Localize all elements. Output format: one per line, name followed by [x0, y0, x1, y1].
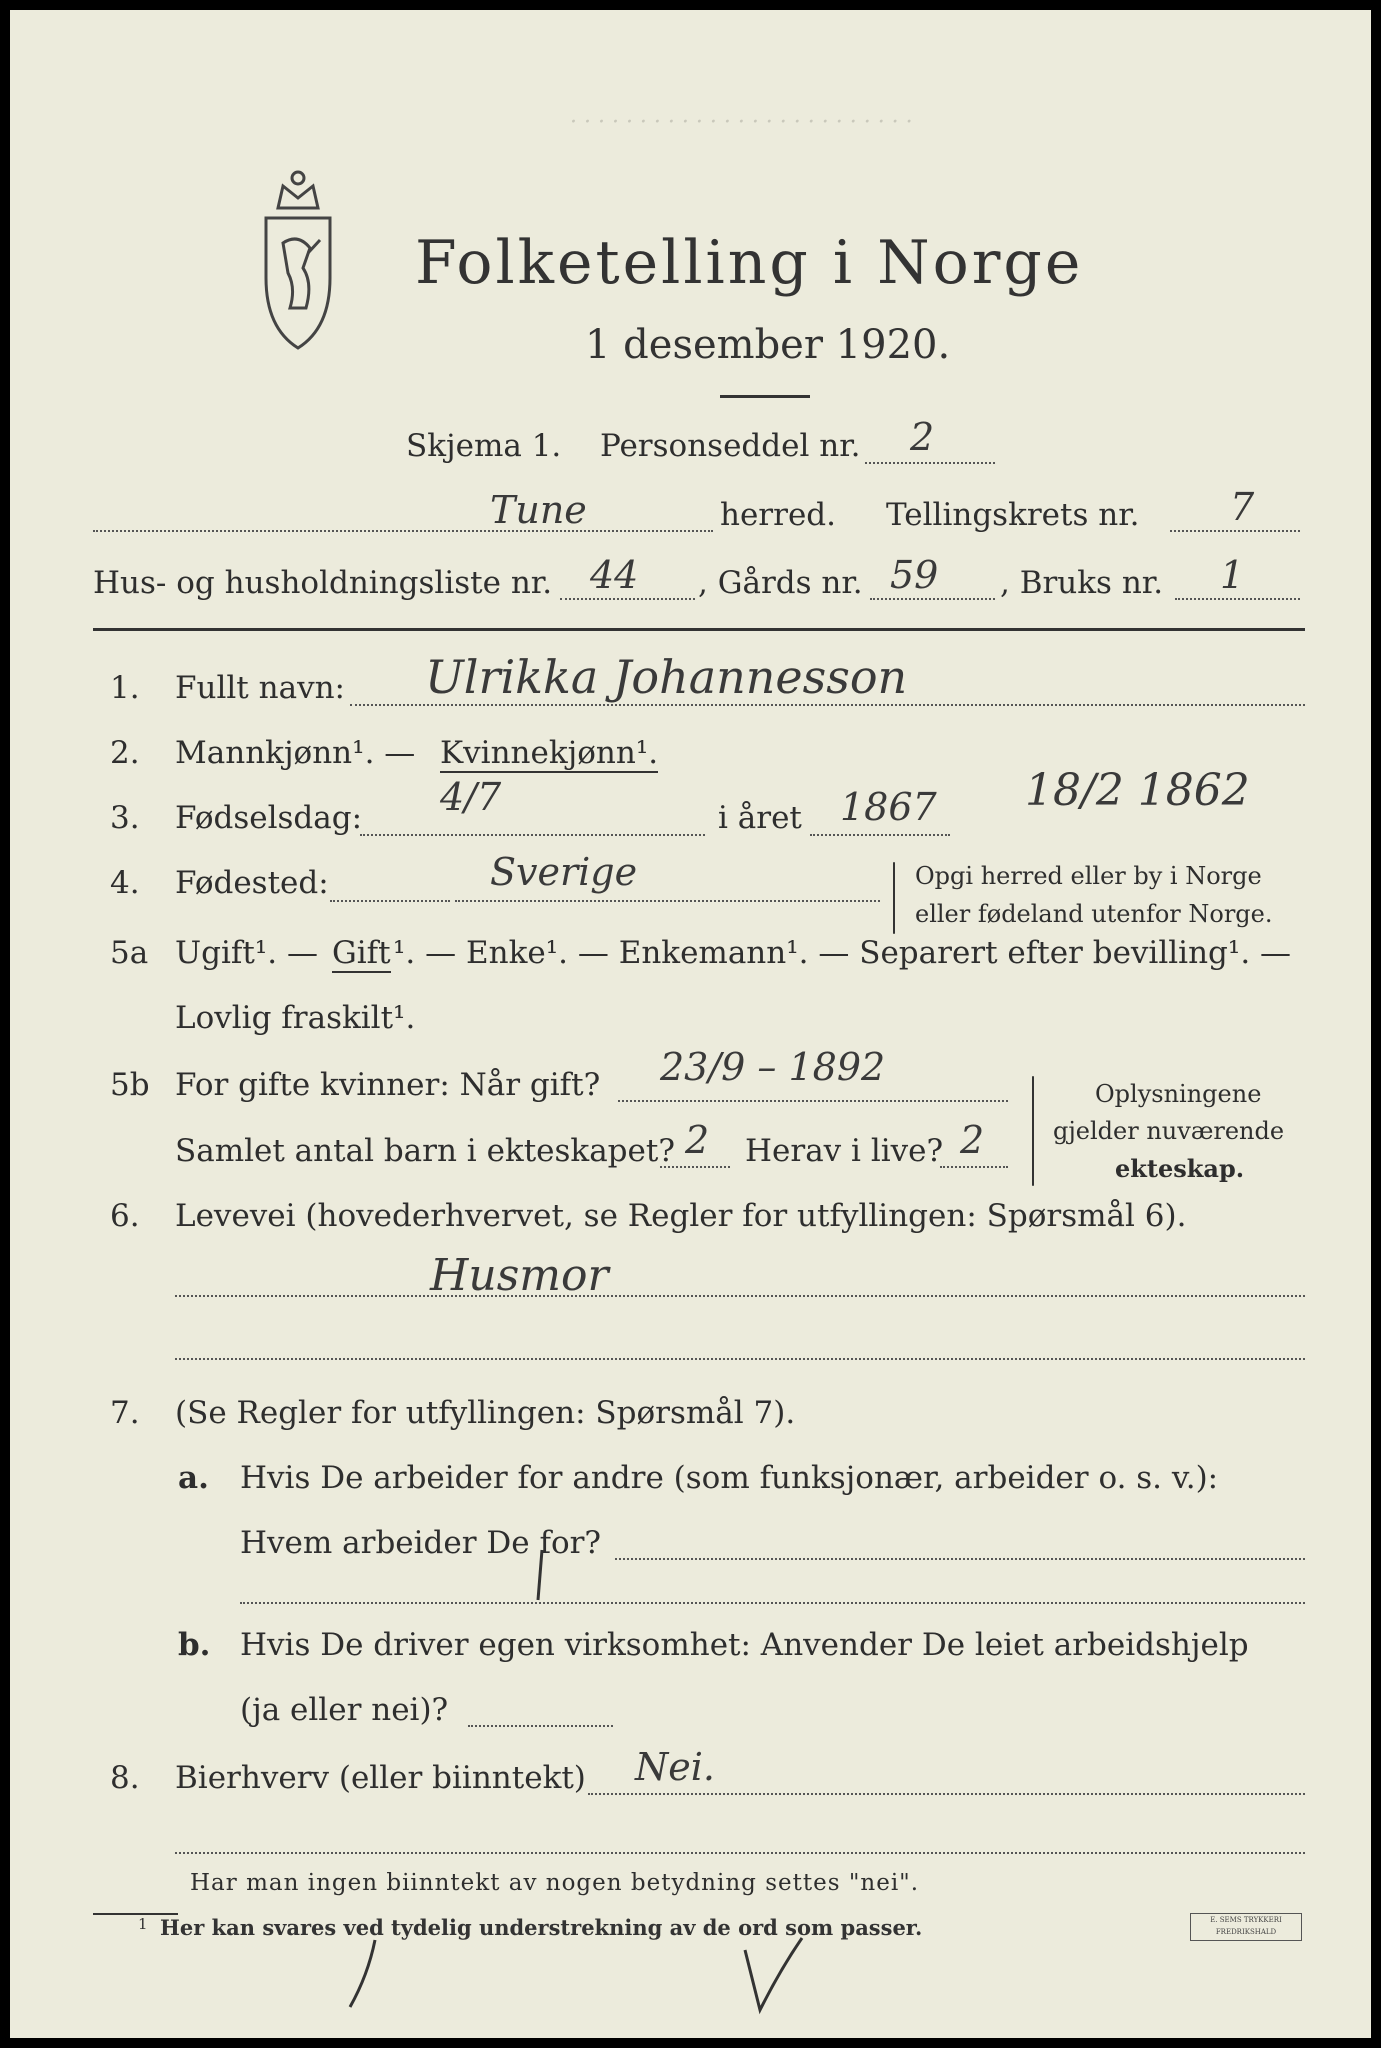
- census-form-page: [10, 10, 1371, 2038]
- handwritten-mark-icon: [340, 1935, 390, 2015]
- q5a-option-fraskilt: Lovlig fraskilt¹.: [175, 1000, 416, 1036]
- handwritten-check-icon: [740, 1930, 810, 2020]
- q5a-options-rest: ¹. — Enke¹. — Enkemann¹. — Separert efter bevilling¹. —: [393, 935, 1292, 971]
- q5a-option-ugift: Ugift¹. —: [175, 935, 318, 971]
- q5b-note-line-3: ekteskap.: [1115, 1154, 1245, 1183]
- q5b-children-value: 2: [685, 1118, 710, 1162]
- q5b-brace: [1032, 1076, 1034, 1186]
- coat-of-arms-icon: [248, 158, 348, 358]
- q4-brace: [893, 862, 895, 934]
- q6-label: Levevei (hovederhvervet, se Regler for utfyllingen: Spørsmål 6).: [175, 1198, 1187, 1234]
- q5b-number: 5b: [110, 1067, 150, 1103]
- q4-number: 4.: [110, 865, 140, 901]
- title-divider: [720, 395, 810, 398]
- q5a-number: 5a: [110, 935, 149, 971]
- q7b-letter: b.: [178, 1627, 211, 1663]
- q1-line: [350, 704, 1305, 706]
- gards-value: 59: [890, 553, 939, 597]
- q7a-text-2: Hvem arbeider De for?: [240, 1525, 602, 1561]
- q7b-text-2: (ja eller nei)?: [240, 1692, 449, 1728]
- q5b-note-line-2: gjelder nuværende: [1053, 1117, 1285, 1145]
- q4-note-line-2: eller fødeland utenfor Norge.: [915, 900, 1273, 928]
- q4-value: Sverige: [490, 850, 638, 894]
- personseddel-line: [865, 462, 995, 464]
- q5b-alive-value: 2: [960, 1118, 985, 1162]
- q3-year-value: 1867: [840, 785, 937, 829]
- footnote-text: Her kan svares ved tydelig understrekning av de ord som passer.: [160, 1915, 923, 1940]
- bleed-through-text: · · · · · · · · · · · · · · · · · · · · · · · · ·: [570, 110, 913, 135]
- printer-stamp: E. SEMS TRYKKERI FREDRIKSHALD: [1190, 1913, 1302, 1941]
- q5b-note-line-1: Oplysningene: [1095, 1080, 1262, 1108]
- q7-number: 7.: [110, 1395, 140, 1431]
- tellingskrets-label: Tellingskrets nr.: [886, 497, 1140, 533]
- q5b-label: For gifte kvinner: Når gift?: [175, 1067, 601, 1103]
- personseddel-value: 2: [910, 415, 935, 459]
- q3-year-label: i året: [718, 800, 802, 836]
- q7a-line-2: [240, 1602, 1305, 1604]
- footer-note: Har man ingen biinntekt av nogen betydning settes "nei".: [190, 1870, 920, 1896]
- herred-line: [93, 530, 713, 532]
- husliste-line: [560, 598, 695, 600]
- q4-line-b: [455, 900, 880, 902]
- bruks-line: [1175, 598, 1300, 600]
- q2-label-female-underlined: Kvinnekjønn¹.: [440, 735, 659, 771]
- q7-label: (Se Regler for utfyllingen: Spørsmål 7).: [175, 1395, 796, 1431]
- handwritten-stroke-icon: [530, 1545, 550, 1605]
- q3-day-line: [360, 834, 705, 836]
- q5b-children-line: [660, 1166, 730, 1168]
- q6-line-1: [175, 1295, 1305, 1297]
- q4-line-a: [330, 900, 450, 902]
- q3-correction: 18/2 1862: [1025, 765, 1250, 816]
- form-title: Folketelling i Norge: [415, 228, 1084, 298]
- q3-label: Fødselsdag:: [175, 800, 363, 836]
- q3-number: 3.: [110, 800, 140, 836]
- q5a-option-gift-underlined: Gift: [332, 935, 391, 971]
- q6-value: Husmor: [430, 1250, 609, 1301]
- q5b-value: 23/9 – 1892: [660, 1045, 886, 1089]
- personseddel-label: Personseddel nr.: [600, 428, 861, 464]
- q3-value: 4/7: [440, 775, 502, 819]
- tellingskrets-line: [1170, 530, 1300, 532]
- q2-label-male: Mannkjønn¹. —: [175, 735, 416, 771]
- q8-value: Nei.: [635, 1745, 715, 1789]
- q5b-married-line: [618, 1100, 1008, 1102]
- q8-line-1: [588, 1793, 1305, 1795]
- husliste-label: Hus- og husholdningsliste nr.: [93, 565, 553, 601]
- gards-label: , Gårds nr.: [698, 565, 863, 601]
- q6-line-2: [175, 1358, 1305, 1360]
- q7b-line: [468, 1725, 613, 1727]
- q5b-children-label: Samlet antal barn i ekteskapet?: [175, 1133, 675, 1169]
- q7a-text: Hvis De arbeider for andre (som funksjonær, arbeider o. s. v.):: [240, 1460, 1219, 1496]
- footnote-mark: 1: [138, 1915, 148, 1933]
- gards-line: [870, 598, 995, 600]
- tellingskrets-value: 7: [1230, 485, 1255, 529]
- q1-label: Fullt navn:: [175, 670, 345, 706]
- q7a-line-1: [615, 1558, 1305, 1560]
- q2-number: 2.: [110, 735, 140, 771]
- q5b-alive-label: Herav i live?: [745, 1133, 944, 1169]
- q1-number: 1.: [110, 670, 140, 706]
- q3-year-line: [810, 834, 950, 836]
- q8-number: 8.: [110, 1760, 140, 1796]
- schema-label: Skjema 1.: [406, 428, 562, 464]
- husliste-value: 44: [590, 553, 639, 597]
- q5b-alive-line: [940, 1166, 1008, 1168]
- bruks-value: 1: [1220, 553, 1245, 597]
- q7a-letter: a.: [178, 1460, 209, 1496]
- herred-label: herred.: [720, 497, 836, 533]
- bruks-label: , Bruks nr.: [1000, 565, 1164, 601]
- q8-line-2: [175, 1852, 1305, 1854]
- q1-value: Ulrikka Johannesson: [425, 650, 908, 704]
- header-rule: [93, 628, 1305, 631]
- census-date: 1 desember 1920.: [585, 322, 951, 368]
- q8-label: Bierhverv (eller biinntekt): [175, 1760, 586, 1796]
- q6-number: 6.: [110, 1198, 140, 1234]
- q4-note-line-1: Opgi herred eller by i Norge: [915, 862, 1262, 890]
- q7b-text: Hvis De driver egen virksomhet: Anvender De leiet arbeidshjelp: [240, 1627, 1249, 1663]
- herred-value: Tune: [490, 488, 587, 532]
- q4-label: Fødested:: [175, 865, 329, 901]
